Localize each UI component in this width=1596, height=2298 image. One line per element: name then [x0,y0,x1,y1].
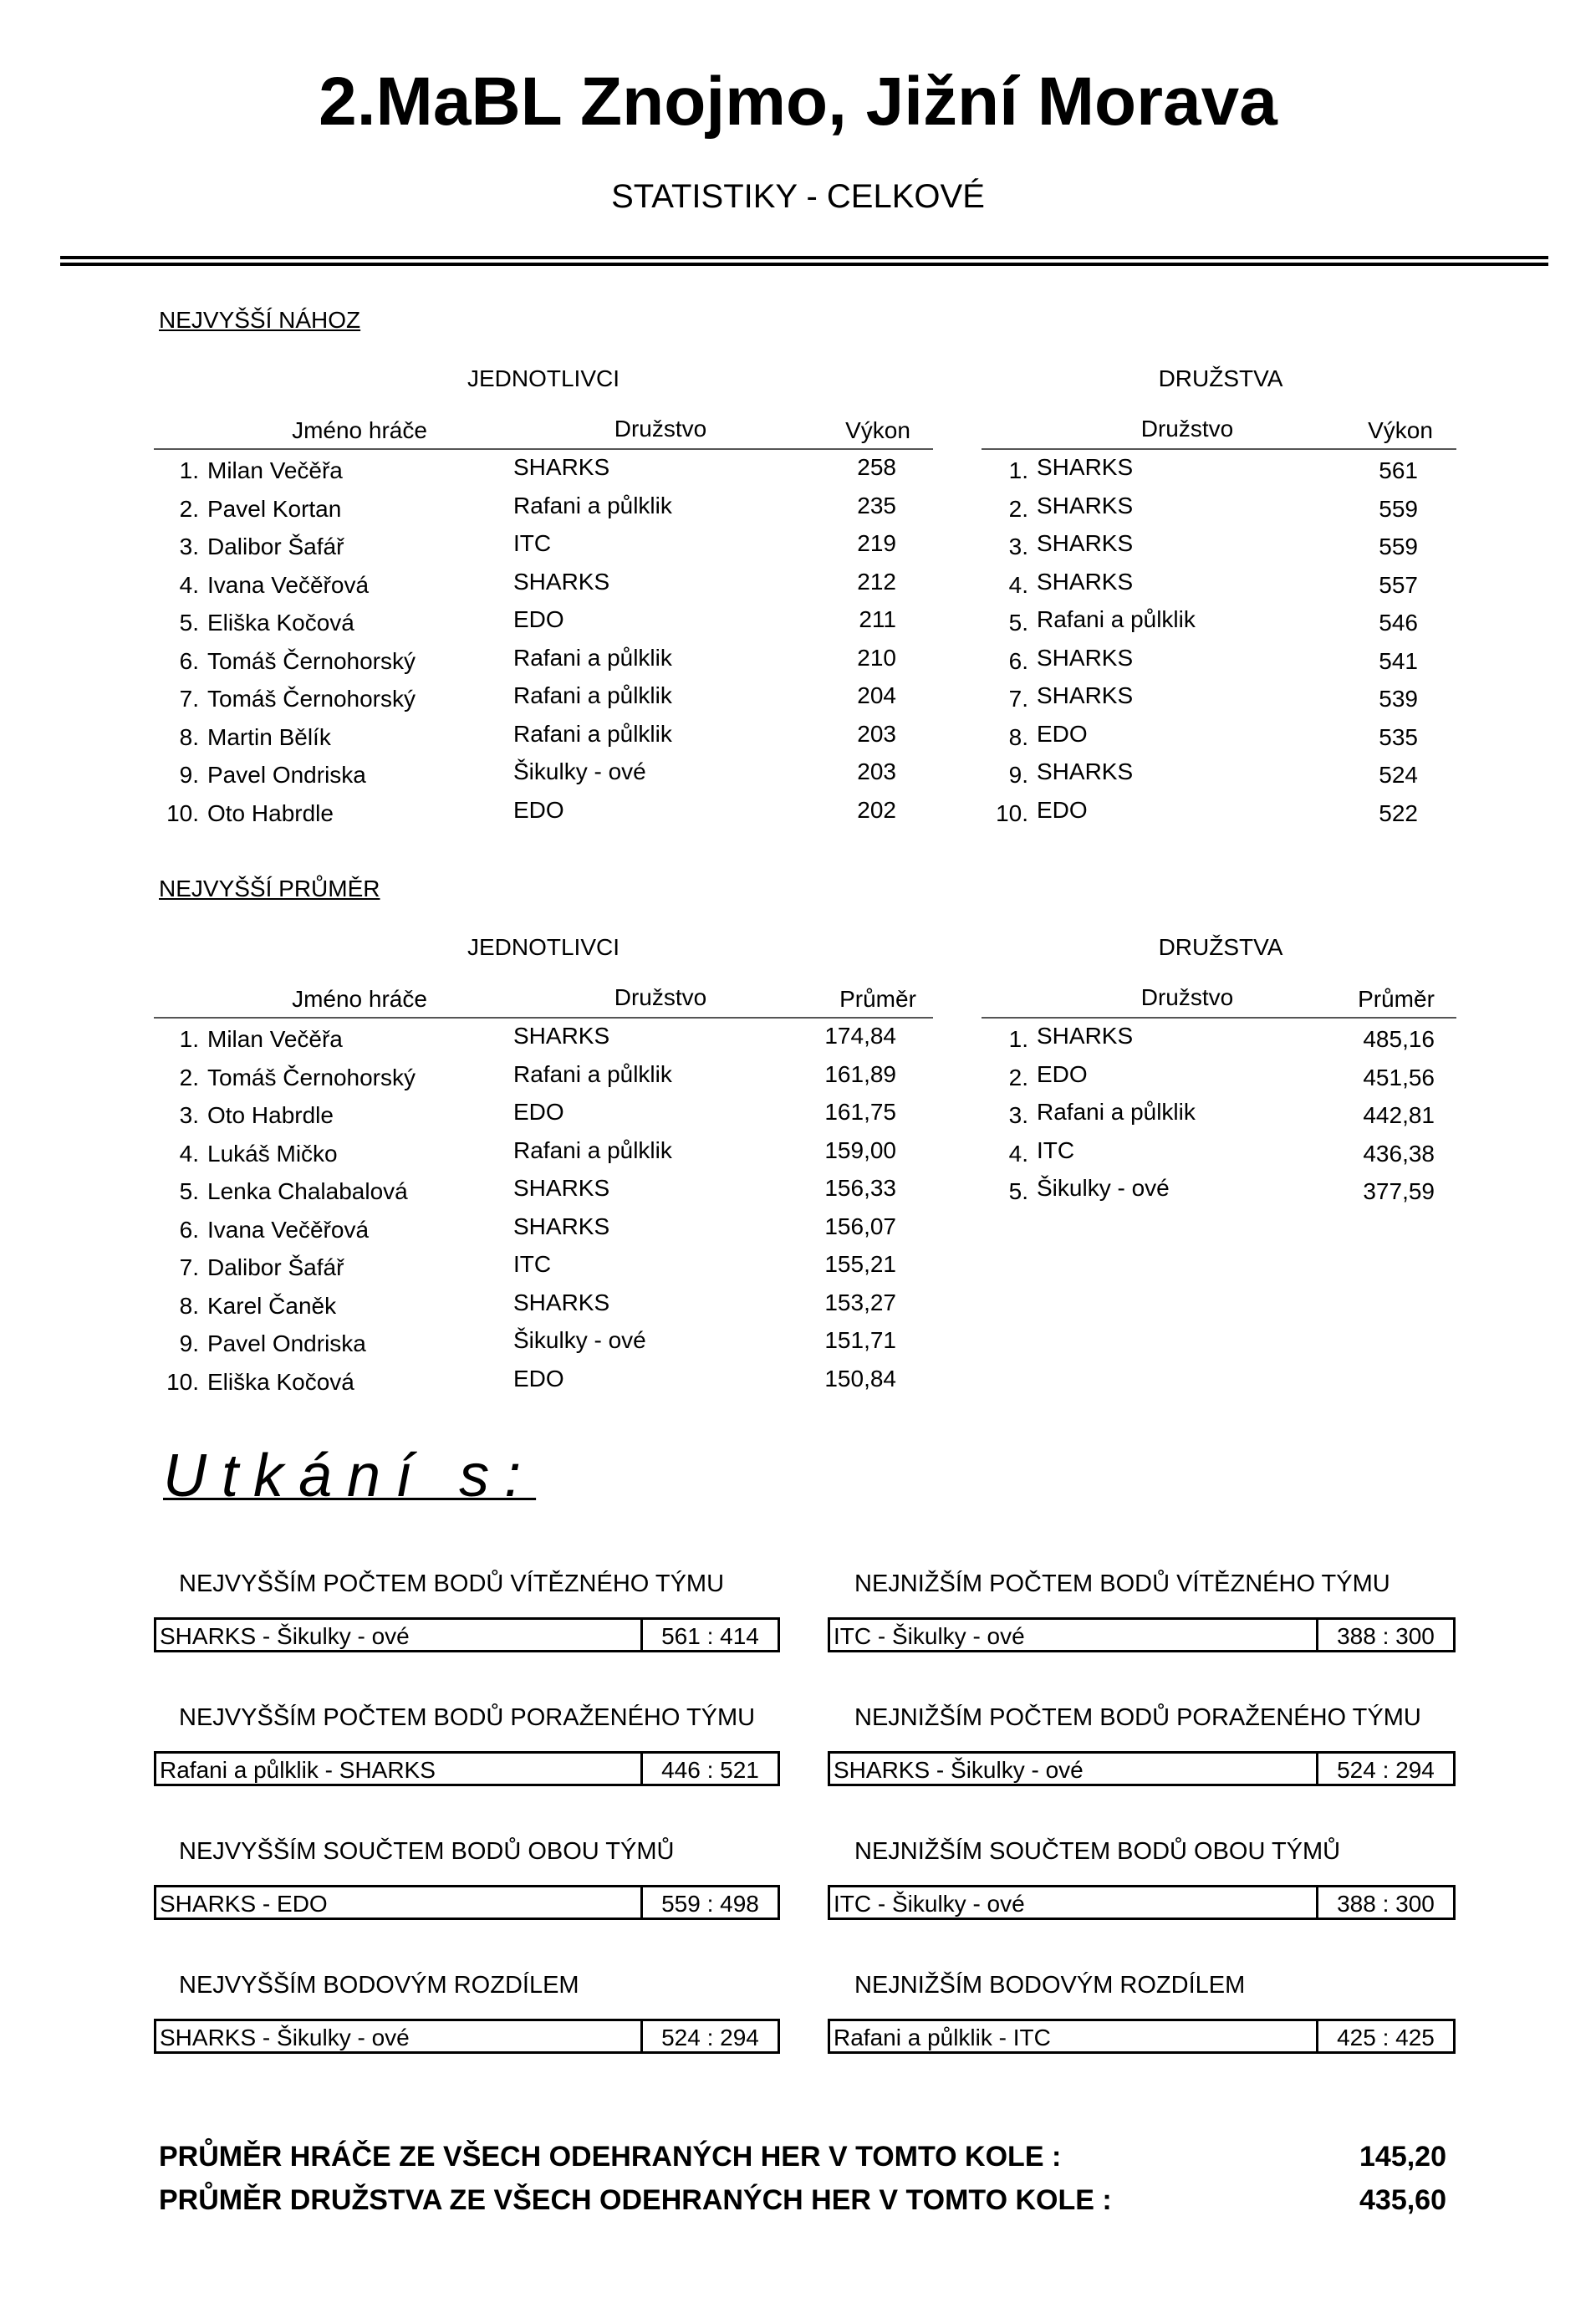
match-teams: SHARKS - Šikulky - ové [160,1623,410,1649]
col-header-average: Průměr [839,986,916,1012]
match-box [154,2019,780,2054]
team-name: SHARKS [1037,492,1134,518]
row-value: 539 [1379,686,1418,712]
team-name: ITC [1037,1136,1075,1163]
row-value: 559 [1379,534,1418,559]
player-name: Dalibor Šafář [207,1254,344,1280]
team-name: Šikulky - ové [513,1327,646,1353]
player-name: Pavel Ondriska [207,1330,366,1356]
match-box [154,1751,780,1786]
row-value: 541 [1379,647,1418,674]
row-rank: 6. [179,647,199,674]
row-value: 156,33 [824,1175,896,1201]
row-rank: 1. [179,457,199,483]
match-score: 559 : 498 [661,1891,759,1917]
row-value: 535 [1379,723,1418,750]
row-value: 212 [857,568,896,595]
team-name: SHARKS [1037,758,1134,784]
row-value: 524 [1379,762,1418,788]
team-name: SHARKS [513,1289,610,1315]
team-name: ITC [513,1251,552,1277]
row-rank: 5. [179,610,199,636]
match-teams: SHARKS - Šikulky - ové [160,2025,410,2050]
row-rank: 1. [1008,1026,1028,1052]
team-name: EDO [513,1099,564,1125]
row-value: 485,16 [1363,1026,1435,1052]
row-rank: 9. [179,1330,199,1356]
row-rank: 2. [179,495,199,522]
team-name: SHARKS [1037,1023,1134,1049]
match-score: 446 : 521 [661,1757,759,1783]
header-divider-top [60,256,1548,259]
player-name: Lukáš Mičko [207,1140,338,1167]
row-rank: 8. [1008,723,1028,750]
row-value: 210 [857,644,896,671]
team-name: SHARKS [513,1213,610,1239]
team-name: Šikulky - ové [1037,1175,1170,1201]
col-header-score: Výkon [845,417,910,443]
row-value: 522 [1379,799,1418,826]
row-rank: 2. [1008,495,1028,522]
col-header-average: Průměr [1358,986,1435,1012]
team-name: Rafani a půlklik [513,492,672,518]
team-name: ITC [513,530,552,556]
row-value: 153,27 [824,1289,896,1315]
row-value: 557 [1379,571,1418,598]
match-category-label: NEJNIŽŠÍM POČTEM BODŮ VÍTĚZNÉHO TÝMU [854,1570,1390,1597]
row-rank: 3. [179,1102,199,1128]
row-rank: 8. [179,1292,199,1319]
row-rank: 9. [179,762,199,788]
section-heading-nahoz: NEJVYŠŠÍ NÁHOZ [159,307,361,333]
row-value: 436,38 [1363,1140,1435,1167]
row-value: 258 [857,454,896,480]
row-value: 546 [1379,610,1418,636]
row-rank: 7. [1008,686,1028,712]
match-category-label: NEJVYŠŠÍM SOUČTEM BODŮ OBOU TÝMŮ [179,1838,675,1865]
team-name: SHARKS [513,454,610,480]
team-name: Rafani a půlklik [1037,606,1196,632]
row-rank: 9. [1008,762,1028,788]
group-heading-teams: DRUŽSTVA [1158,934,1283,960]
match-score: 425 : 425 [1337,2025,1435,2050]
match-box [828,2019,1456,2054]
col-header-player: Jméno hráče [292,986,427,1012]
player-name: Tomáš Černohorský [207,647,416,674]
row-rank: 3. [1008,1102,1028,1128]
player-name: Ivana Večěřová [207,1216,370,1243]
team-name: SHARKS [513,1023,610,1049]
match-category-label: NEJVYŠŠÍM POČTEM BODŮ PORAŽENÉHO TÝMU [179,1704,756,1731]
row-value: 561 [1379,457,1418,483]
row-value: 451,56 [1363,1064,1435,1090]
player-name: Milan Večěřa [207,457,343,483]
player-name: Pavel Ondriska [207,762,366,788]
row-value: 151,71 [824,1327,896,1353]
row-value: 219 [857,530,896,556]
team-name: Rafani a půlklik [513,720,672,747]
col-header-team: Družstvo [614,984,707,1010]
matches-heading: Utkání s: [163,1443,537,1509]
row-rank: 1. [179,1026,199,1052]
row-rank: 4. [1008,1140,1028,1167]
team-name: Šikulky - ové [513,758,646,784]
match-score: 561 : 414 [661,1623,759,1649]
player-name: Oto Habrdle [207,1102,334,1128]
row-rank: 3. [1008,534,1028,559]
row-value: 442,81 [1363,1102,1435,1128]
match-category-label: NEJVYŠŠÍM BODOVÝM ROZDÍLEM [179,1972,579,1999]
group-heading-individuals: JEDNOTLIVCI [467,365,620,391]
row-rank: 4. [1008,571,1028,598]
col-header-team: Družstvo [1140,416,1234,442]
match-category-label: NEJVYŠŠÍM POČTEM BODŮ VÍTĚZNÉHO TÝMU [179,1570,725,1597]
row-rank: 2. [1008,1064,1028,1090]
team-name: EDO [513,796,564,823]
row-rank: 1. [1008,457,1028,483]
summary-value: 435,60 [1359,2184,1446,2216]
match-teams: ITC - Šikulky - ové [834,1891,1025,1917]
group-heading-individuals: JEDNOTLIVCI [467,934,620,960]
row-value: 174,84 [824,1023,896,1049]
team-name: SHARKS [1037,530,1134,556]
row-rank: 7. [179,686,199,712]
player-name: Martin Bělík [207,723,331,750]
row-value: 377,59 [1363,1178,1435,1204]
player-name: Eliška Kočová [207,1368,354,1395]
summary-value: 145,20 [1359,2141,1446,2173]
page-title: 2.MaBL Znojmo, Jižní Morava [319,64,1277,140]
row-rank: 2. [179,1064,199,1090]
match-box [828,1617,1456,1652]
match-category-label: NEJNIŽŠÍM SOUČTEM BODŮ OBOU TÝMŮ [854,1838,1341,1865]
row-value: 161,89 [824,1060,896,1087]
row-value: 235 [857,492,896,518]
col-header-player: Jméno hráče [292,417,427,443]
summary-label: PRŮMĚR HRÁČE ZE VŠECH ODEHRANÝCH HER V TOMTO KOLE : [159,2141,1062,2173]
team-name: EDO [513,1365,564,1392]
row-rank: 5. [1008,610,1028,636]
team-name: EDO [1037,796,1088,823]
team-name: SHARKS [513,1175,610,1201]
row-value: 204 [857,682,896,708]
row-rank: 6. [1008,647,1028,674]
row-value: 161,75 [824,1099,896,1125]
team-name: Rafani a půlklik [513,644,672,671]
match-box [828,1751,1456,1786]
row-value: 155,21 [824,1251,896,1277]
team-name: Rafani a půlklik [1037,1099,1196,1125]
section-heading-prumer: NEJVYŠŠÍ PRŮMĚR [159,876,380,901]
col-header-team: Družstvo [614,416,707,442]
player-name: Karel Čaněk [207,1292,337,1319]
row-rank: 4. [179,571,199,598]
table-header-line [154,1017,933,1019]
table-header-line [982,448,1456,450]
summary-label: PRŮMĚR DRUŽSTVA ZE VŠECH ODEHRANÝCH HER V TOMTO KOLE : [159,2184,1112,2216]
match-score: 388 : 300 [1337,1623,1435,1649]
match-box [154,1885,780,1920]
player-name: Lenka Chalabalová [207,1178,408,1204]
row-rank: 10. [996,799,1028,826]
player-name: Oto Habrdle [207,799,334,826]
row-value: 202 [857,796,896,823]
row-value: 156,07 [824,1213,896,1239]
row-value: 150,84 [824,1365,896,1392]
team-name: SHARKS [1037,568,1134,595]
row-rank: 5. [179,1178,199,1204]
match-teams: SHARKS - Šikulky - ové [834,1757,1084,1783]
row-rank: 10. [166,799,199,826]
team-name: EDO [513,606,564,632]
team-name: Rafani a půlklik [513,1060,672,1087]
row-rank: 6. [179,1216,199,1243]
row-value: 211 [859,606,896,632]
match-teams: ITC - Šikulky - ové [834,1623,1025,1649]
col-header-score: Výkon [1368,417,1433,443]
match-score: 524 : 294 [661,2025,759,2050]
player-name: Pavel Kortan [207,495,342,522]
team-name: Rafani a půlklik [513,682,672,708]
match-box [828,1885,1456,1920]
match-teams: Rafani a půlklik - ITC [834,2025,1051,2050]
row-rank: 4. [179,1140,199,1167]
player-name: Tomáš Černohorský [207,1064,416,1090]
row-value: 203 [857,720,896,747]
team-name: EDO [1037,720,1088,747]
team-name: SHARKS [1037,644,1134,671]
header-divider-bottom [60,263,1548,266]
team-name: Rafani a půlklik [513,1136,672,1163]
team-name: SHARKS [1037,454,1134,480]
player-name: Ivana Večěřová [207,571,370,598]
row-rank: 3. [179,534,199,559]
group-heading-teams: DRUŽSTVA [1158,365,1283,391]
team-name: EDO [1037,1060,1088,1087]
player-name: Tomáš Černohorský [207,686,416,712]
match-category-label: NEJNIŽŠÍM BODOVÝM ROZDÍLEM [854,1972,1246,1999]
player-name: Dalibor Šafář [207,534,344,559]
match-box [154,1617,780,1652]
table-header-line [154,448,933,450]
row-rank: 10. [166,1368,199,1395]
table-header-line [982,1017,1456,1019]
match-teams: Rafani a půlklik - SHARKS [160,1757,436,1783]
row-rank: 7. [179,1254,199,1280]
page-subtitle: STATISTIKY - CELKOVÉ [611,178,985,215]
row-value: 203 [857,758,896,784]
player-name: Eliška Kočová [207,610,354,636]
match-teams: SHARKS - EDO [160,1891,328,1917]
row-value: 159,00 [824,1136,896,1163]
col-header-team: Družstvo [1140,984,1234,1010]
team-name: SHARKS [1037,682,1134,708]
row-rank: 8. [179,723,199,750]
row-rank: 5. [1008,1178,1028,1204]
match-category-label: NEJNIŽŠÍM POČTEM BODŮ PORAŽENÉHO TÝMU [854,1704,1421,1731]
player-name: Milan Večěřa [207,1026,343,1052]
match-score: 388 : 300 [1337,1891,1435,1917]
row-value: 559 [1379,495,1418,522]
team-name: SHARKS [513,568,610,595]
match-score: 524 : 294 [1337,1757,1435,1783]
